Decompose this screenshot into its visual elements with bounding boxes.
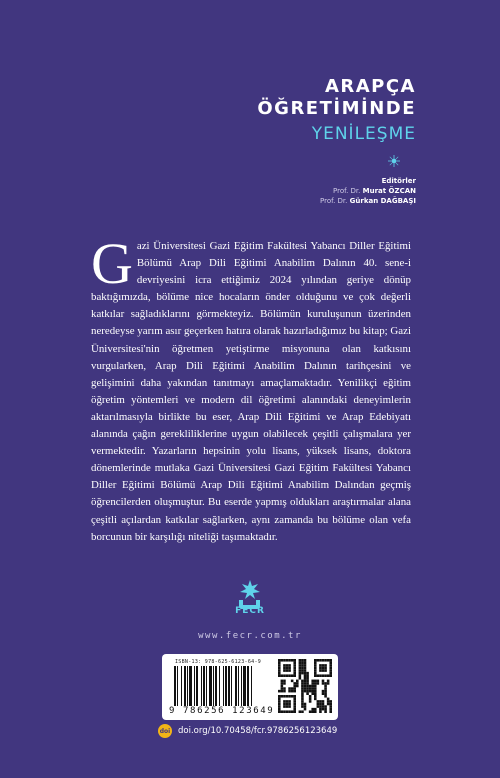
barcode-bar	[243, 666, 246, 706]
qr-module	[329, 674, 332, 677]
qr-module	[286, 659, 289, 662]
qr-module	[301, 682, 304, 685]
qr-module	[309, 700, 312, 703]
qr-module	[278, 708, 281, 711]
barcode-bar	[206, 666, 207, 706]
qr-module	[311, 680, 314, 683]
qr-module	[314, 674, 317, 677]
qr-module	[304, 708, 307, 711]
qr-module	[317, 674, 320, 677]
qr-module	[293, 698, 296, 701]
qr-module	[319, 669, 322, 672]
qr-module	[291, 687, 294, 690]
editors-block	[320, 176, 416, 206]
qr-module	[322, 669, 325, 672]
qr-module	[317, 700, 320, 703]
qr-module	[314, 695, 317, 698]
qr-module	[322, 664, 325, 667]
qr-module	[281, 687, 284, 690]
qr-module	[286, 710, 289, 713]
drop-cap: G	[91, 231, 133, 296]
qr-module	[309, 695, 312, 698]
qr-module	[317, 680, 320, 683]
qr-module	[322, 659, 325, 662]
qr-module	[329, 664, 332, 667]
title-block	[257, 76, 416, 146]
qr-module	[301, 698, 304, 701]
qr-module	[293, 687, 296, 690]
qr-module	[283, 667, 286, 670]
qr-module	[286, 669, 289, 672]
qr-module	[286, 695, 289, 698]
qr-module	[309, 687, 312, 690]
qr-module	[293, 685, 296, 688]
title-line-2: ÖĞRETİMİNDE	[257, 98, 416, 119]
qr-module	[288, 700, 291, 703]
qr-module	[317, 705, 320, 708]
qr-module	[319, 667, 322, 670]
editor-1-name: Murat ÖZCAN	[362, 187, 416, 195]
qr-module	[304, 669, 307, 672]
qr-module	[288, 705, 291, 708]
body-paragraph: azi Üniversitesi Gazi Eğitim Fakültesi Yabancı Diller Eğitimi Bölümü Arap Dili Eğitimi Anabilim Dalının 40. sene-i devriyesini icra ettiğimiz 2024 yılından geriye dönüp baktığımızda, bölüme nice hocaların önder olduğunu ve çok değerli katkılar sağladıklarını görmekteyiz. Bölümün kuruluşunun üzerinden neredeyse yarım asır geçerken hatıra olarak hazırladığımız bu kitap; Gazi Üniversitesi'nin öğretmen yetiştirme misyonuna olan katkısını vurgularken, Arap Dili Eğitimi Anabilim Dalının tarihçesini ve gelişimini daha yakından tanıtmayı amaçlamaktadır. Yenilikçi eğitim öğretim yöntemleri ve modern dil öğretimi alanındaki deneyimlerin aktarılmasıyla birlikte bu eser, Arap Dili Eğitimi ve Arap Edebiyatı alanında çağın gerekliliklerine uygun olabilecek çeşitli çalışmalara yer vermektedir. Yazarların hepsinin yolu lisans, yüksek lisans, doktora dönemlerinde mutlaka Gazi Üniversitesi Gazi Eğitim Fakültesi Yabancı Diller Eğitimi Bölümü Arap Dili Eğitimi Anabilim Dalından geçmiş öğrencilerden oluşmuştur. Bu eserde yapmış oldukları araştırmalar alana çeşitli açılardan katkılar sağlarken, aynı zamanda bu bölüme olan vefa borcunun bir karşılığı niteliği taşımaktadır.	[91, 240, 411, 543]
qr-module	[299, 664, 302, 667]
qr-module	[301, 700, 304, 703]
qr-module	[278, 672, 281, 675]
title-line-3: YENİLEŞME	[311, 124, 416, 144]
qr-module	[317, 682, 320, 685]
qr-module	[278, 674, 281, 677]
qr-module	[281, 710, 284, 713]
publisher-name: FECR	[235, 606, 265, 616]
qr-module	[283, 669, 286, 672]
barcode-bar	[189, 666, 192, 706]
barcode-bar	[241, 666, 242, 706]
qr-module	[311, 687, 314, 690]
barcode-bar	[174, 666, 176, 706]
qr-module	[288, 674, 291, 677]
editor-1-title: Prof. Dr.	[333, 187, 361, 195]
qr-module	[278, 700, 281, 703]
qr-module	[293, 695, 296, 698]
barcode-bar	[203, 666, 205, 706]
qr-module	[314, 662, 317, 665]
qr-module	[304, 664, 307, 667]
barcode-bar	[235, 666, 237, 706]
qr-module	[299, 710, 302, 713]
qr-module	[301, 664, 304, 667]
qr-module	[309, 685, 312, 688]
qr-module	[301, 680, 304, 683]
qr-module	[304, 659, 307, 662]
barcode-bar	[238, 666, 239, 706]
qr-module	[293, 703, 296, 706]
qr-module	[306, 682, 309, 685]
qr-module	[324, 664, 327, 667]
qr-module	[327, 680, 330, 683]
qr-module	[314, 664, 317, 667]
qr-module	[327, 703, 330, 706]
qr-module	[319, 700, 322, 703]
qr-module	[278, 659, 281, 662]
qr-module	[278, 695, 281, 698]
qr-module	[283, 710, 286, 713]
qr-module	[304, 685, 307, 688]
qr-module	[299, 659, 302, 662]
qr-module	[288, 664, 291, 667]
qr-module	[329, 700, 332, 703]
qr-module	[324, 669, 327, 672]
qr-module	[301, 687, 304, 690]
qr-module	[314, 682, 317, 685]
qr-module	[304, 690, 307, 693]
qr-module	[306, 690, 309, 693]
qr-module	[314, 680, 317, 683]
qr-module	[319, 664, 322, 667]
qr-module	[306, 672, 309, 675]
qr-module	[293, 700, 296, 703]
qr-module	[311, 685, 314, 688]
qr-module	[329, 669, 332, 672]
qr-module	[314, 672, 317, 675]
qr-module	[296, 685, 299, 688]
qr-module	[281, 659, 284, 662]
qr-module	[324, 667, 327, 670]
qr-module	[314, 685, 317, 688]
qr-module	[314, 669, 317, 672]
barcode-bar	[215, 666, 217, 706]
qr-module	[283, 705, 286, 708]
qr-module	[288, 659, 291, 662]
qr-module	[324, 674, 327, 677]
qr-module	[306, 680, 309, 683]
barcode-bar	[231, 666, 232, 706]
qr-module	[329, 672, 332, 675]
qr-module	[311, 690, 314, 693]
barcode-bar	[225, 666, 227, 706]
qr-module	[304, 667, 307, 670]
qr-module	[304, 662, 307, 665]
qr-module	[306, 687, 309, 690]
qr-module	[301, 669, 304, 672]
qr-module	[286, 700, 289, 703]
qr-module	[293, 674, 296, 677]
qr-module	[322, 692, 325, 695]
qr-module	[324, 682, 327, 685]
qr-module	[288, 703, 291, 706]
qr-module	[301, 667, 304, 670]
qr-module	[327, 659, 330, 662]
qr-module	[329, 659, 332, 662]
qr-module	[327, 674, 330, 677]
barcode-bar	[181, 666, 182, 706]
qr-module	[281, 690, 284, 693]
qr-module	[306, 692, 309, 695]
qr-module	[322, 667, 325, 670]
qr-module	[322, 708, 325, 711]
qr-module	[283, 659, 286, 662]
qr-module	[324, 690, 327, 693]
barcode-bar	[209, 666, 212, 706]
qr-module	[322, 680, 325, 683]
qr-module	[288, 695, 291, 698]
qr-module	[324, 659, 327, 662]
barcode-bar	[201, 666, 202, 706]
qr-module	[309, 698, 312, 701]
qr-module	[301, 703, 304, 706]
qr-module	[278, 669, 281, 672]
qr-module	[288, 710, 291, 713]
qr-module	[327, 682, 330, 685]
qr-module	[304, 672, 307, 675]
qr-module	[319, 674, 322, 677]
qr-module	[329, 705, 332, 708]
qr-module	[322, 703, 325, 706]
qr-module	[322, 690, 325, 693]
qr-module	[283, 680, 286, 683]
barcode-bar	[177, 666, 178, 706]
qr-module	[317, 659, 320, 662]
qr-module	[319, 659, 322, 662]
qr-module	[283, 687, 286, 690]
qr-module	[301, 672, 304, 675]
qr-module	[293, 662, 296, 665]
doi-link[interactable]: doi.org/10.70458/fcr.9786256123649	[178, 726, 338, 736]
qr-module	[286, 703, 289, 706]
qr-module	[304, 674, 307, 677]
qr-module	[286, 667, 289, 670]
qr-module	[301, 710, 304, 713]
qr-module	[293, 664, 296, 667]
qr-module	[319, 710, 322, 713]
editor-2-name: Gürkan DAĞBAŞI	[349, 197, 416, 205]
qr-module	[293, 667, 296, 670]
barcode-digits: 9 786256 123649	[169, 706, 275, 716]
qr-module	[299, 669, 302, 672]
qr-module	[311, 692, 314, 695]
qr-module	[283, 664, 286, 667]
doi-row	[158, 724, 337, 738]
title-line-1: ARAPÇA	[324, 76, 416, 97]
qr-module	[319, 708, 322, 711]
qr-module	[293, 690, 296, 693]
isbn-label: ISBN-13: 978-625-6123-64-9	[175, 659, 262, 665]
qr-module	[283, 695, 286, 698]
qr-module	[311, 710, 314, 713]
qr-module	[296, 682, 299, 685]
qr-module	[286, 705, 289, 708]
qr-module	[324, 710, 327, 713]
barcode-bar	[223, 666, 224, 706]
qr-module	[319, 705, 322, 708]
qr-module	[324, 685, 327, 688]
qr-module	[293, 669, 296, 672]
qr-module	[304, 705, 307, 708]
qr-module	[278, 710, 281, 713]
qr-module	[293, 705, 296, 708]
qr-module	[314, 690, 317, 693]
qr-module	[314, 710, 317, 713]
qr-module	[283, 700, 286, 703]
qr-module	[278, 667, 281, 670]
barcode-bar	[247, 666, 249, 706]
qr-module	[327, 700, 330, 703]
qr-module	[306, 677, 309, 680]
qr-module	[322, 705, 325, 708]
qr-module	[278, 703, 281, 706]
back-cover-text	[91, 231, 411, 546]
qr-module	[322, 682, 325, 685]
qr-module	[281, 695, 284, 698]
fecr-logo-icon	[230, 578, 270, 626]
qr-module	[278, 662, 281, 665]
qr-module	[301, 659, 304, 662]
qr-module	[281, 680, 284, 683]
qr-module	[301, 685, 304, 688]
editor-2	[320, 196, 416, 206]
qr-module	[301, 695, 304, 698]
qr-module	[293, 659, 296, 662]
qr-module	[301, 662, 304, 665]
qr-module	[281, 674, 284, 677]
qr-module	[314, 708, 317, 711]
qr-module	[311, 682, 314, 685]
qr-module	[278, 690, 281, 693]
qr-module	[296, 680, 299, 683]
qr-module	[314, 687, 317, 690]
barcode-bar	[251, 666, 252, 706]
qr-module	[314, 659, 317, 662]
qr-module	[299, 662, 302, 665]
qr-module	[329, 667, 332, 670]
qr-module	[324, 695, 327, 698]
qr-module	[299, 667, 302, 670]
qr-module	[281, 685, 284, 688]
qr-module	[327, 698, 330, 701]
barcode	[174, 666, 274, 706]
qr-module	[324, 708, 327, 711]
qr-module	[314, 698, 317, 701]
barcode-bar	[219, 666, 220, 706]
qr-module	[281, 682, 284, 685]
qr-module	[309, 710, 312, 713]
qr-module	[278, 664, 281, 667]
qr-module	[329, 708, 332, 711]
ornament-icon	[388, 155, 400, 167]
qr-module	[278, 698, 281, 701]
qr-module	[319, 703, 322, 706]
qr-module	[288, 669, 291, 672]
qr-module	[283, 703, 286, 706]
qr-module	[299, 672, 302, 675]
barcode-bar	[196, 666, 198, 706]
qr-module	[324, 687, 327, 690]
qr-module	[304, 687, 307, 690]
qr-module	[291, 690, 294, 693]
qr-module	[301, 690, 304, 693]
qr-module	[309, 690, 312, 693]
qr-module	[322, 674, 325, 677]
barcode-bar	[228, 666, 230, 706]
qr-module	[293, 672, 296, 675]
editor-1	[320, 186, 416, 196]
qr-module	[299, 677, 302, 680]
qr-module	[283, 690, 286, 693]
qr-module	[291, 674, 294, 677]
qr-module	[283, 682, 286, 685]
qr-module	[304, 682, 307, 685]
publisher-website[interactable]: www.fecr.com.tr	[198, 631, 302, 641]
barcode-bar	[213, 666, 214, 706]
qr-module	[317, 703, 320, 706]
editor-2-title: Prof. Dr.	[320, 197, 348, 205]
editors-label: Editörler	[381, 177, 416, 185]
barcode-bar	[187, 666, 188, 706]
qr-module	[301, 692, 304, 695]
qr-module	[293, 710, 296, 713]
qr-module	[304, 680, 307, 683]
qr-module	[329, 710, 332, 713]
qr-module	[288, 690, 291, 693]
qr-module	[291, 659, 294, 662]
qr-module	[306, 685, 309, 688]
qr-module	[324, 705, 327, 708]
qr-module	[288, 667, 291, 670]
qr-module	[314, 667, 317, 670]
qr-module	[314, 692, 317, 695]
qr-module	[311, 708, 314, 711]
qr-module	[301, 705, 304, 708]
isbn-barcode-panel	[162, 654, 338, 720]
qr-module	[293, 708, 296, 711]
qr-module	[283, 674, 286, 677]
qr-module	[322, 700, 325, 703]
qr-module	[291, 710, 294, 713]
qr-module	[304, 703, 307, 706]
qr-code[interactable]	[278, 659, 332, 715]
doi-badge-icon: doi	[158, 724, 172, 738]
qr-module	[291, 680, 294, 683]
barcode-bar	[194, 666, 195, 706]
qr-module	[306, 674, 309, 677]
qr-module	[278, 705, 281, 708]
qr-module	[293, 682, 296, 685]
qr-module	[329, 703, 332, 706]
qr-module	[324, 692, 327, 695]
qr-module	[329, 662, 332, 665]
barcode-bar	[184, 666, 186, 706]
qr-module	[304, 677, 307, 680]
qr-module	[286, 664, 289, 667]
qr-module	[288, 687, 291, 690]
qr-module	[291, 695, 294, 698]
qr-module	[299, 674, 302, 677]
qr-module	[286, 674, 289, 677]
